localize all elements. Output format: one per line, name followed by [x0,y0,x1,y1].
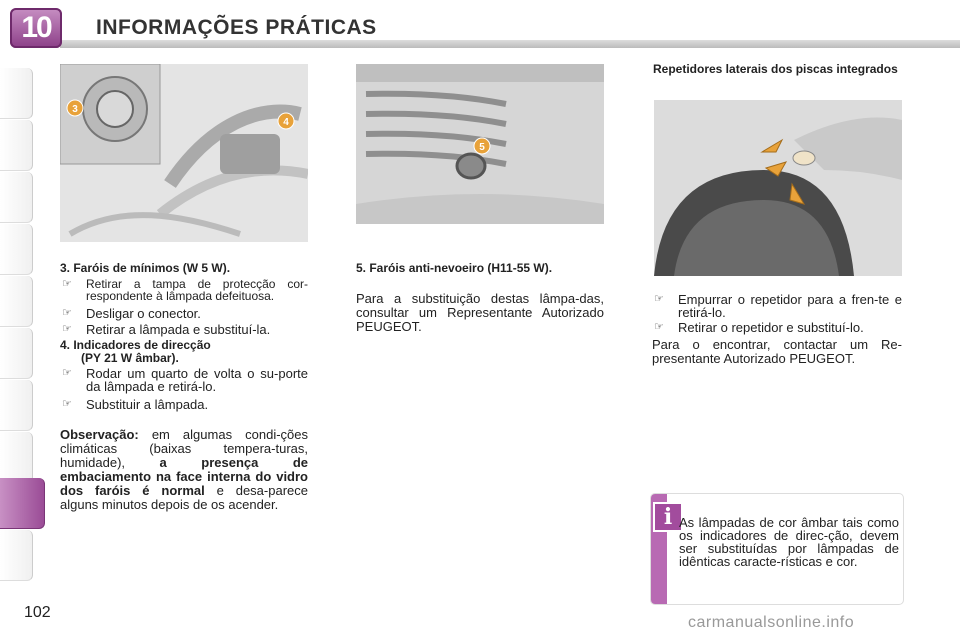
item-5-title: 5. Faróis anti-nevoeiro (H11-55 W). [356,261,553,275]
callout-5: 5 [479,142,485,153]
observation-note [60,428,308,524]
bullet-icon: ☞ [62,278,72,290]
item-4-subtitle: (PY 21 W âmbar). [81,351,179,365]
fog-lamp-paragraph: Para a substituição destas lâmpa-das, consultar um Representante Autorizado PEUGEOT. [356,291,604,334]
chapter-badge: 10 [10,8,62,48]
list-item: ☞ Retirar a tampa de protecção cor-respondente à lâmpada defeituosa. [62,277,308,303]
item-4-title: 4. Indicadores de direcção [60,338,211,352]
note-text-1: em algumas condi-ções climáticas (baixas tempera-turas, humidade), [60,427,308,470]
headlamp-bulb-illustration [60,64,308,242]
fog-lamp-illustration [356,64,604,224]
info-icon: i [653,502,683,532]
chapter-tab-10-active[interactable] [0,478,45,529]
bullet-icon: ☞ [654,321,664,333]
info-text: As lâmpadas de cor âmbar tais como os indicadores de direc-ção, devem ser substituídas por lâmpadas de idênticas caracte-rísticas e cor. [679,515,899,569]
chapter-tab-1[interactable] [0,68,33,119]
page-title: INFORMAÇÕES PRÁTICAS [96,16,377,39]
chapter-tab-4[interactable] [0,224,33,275]
list-item: ☞ Substituir a lâmpada. [62,397,209,412]
side-repeater-paragraph: Para o encontrar, contactar um Re-presentante Autorizado PEUGEOT. [652,337,902,366]
page-number: 102 [24,604,51,621]
list-item: ☞ Empurrar o repetidor para a fren-te e retirá-lo. [654,292,902,320]
chapter-tab-3[interactable] [0,172,33,223]
list-item: ☞ Rodar um quarto de volta o su-porte da lâmpada e retirá-lo. [62,366,308,394]
chapter-tab-11[interactable] [0,530,33,581]
chapter-tab-7[interactable] [0,380,33,431]
list-item: ☞ Retirar o repetidor e substituí-lo. [654,320,864,335]
info-box [651,494,903,604]
side-repeater-heading: Repetidores laterais dos piscas integrados [653,62,898,76]
chapter-tabs [0,68,34,578]
header [0,0,960,50]
side-repeater-illustration [654,100,902,276]
chapter-tab-8[interactable] [0,432,33,483]
list-item: ☞ Desligar o conector. [62,306,201,321]
header-divider [60,40,960,48]
watermark: carmanualsonline.info [688,614,855,631]
note-label: Observação: [60,427,139,442]
callout-4: 4 [283,117,289,128]
chapter-tab-5[interactable] [0,276,33,327]
bullet-icon: ☞ [62,367,72,379]
bullet-icon: ☞ [62,323,72,335]
note-text-2: e desa-parece alguns minutos depois de os acender. [60,483,308,512]
bullet-icon: ☞ [62,307,72,319]
chapter-tab-6[interactable] [0,328,33,379]
item-3-title: 3. Faróis de mínimos (W 5 W). [60,261,231,275]
chapter-tab-2[interactable] [0,120,33,171]
bullet-icon: ☞ [62,398,72,410]
list-item: ☞ Retirar a lâmpada e substituí-la. [62,322,271,337]
callout-3: 3 [72,104,78,115]
note-bold: a presença de embaciamento na face interna do vidro dos faróis é normal [60,455,308,498]
bullet-icon: ☞ [654,293,664,305]
